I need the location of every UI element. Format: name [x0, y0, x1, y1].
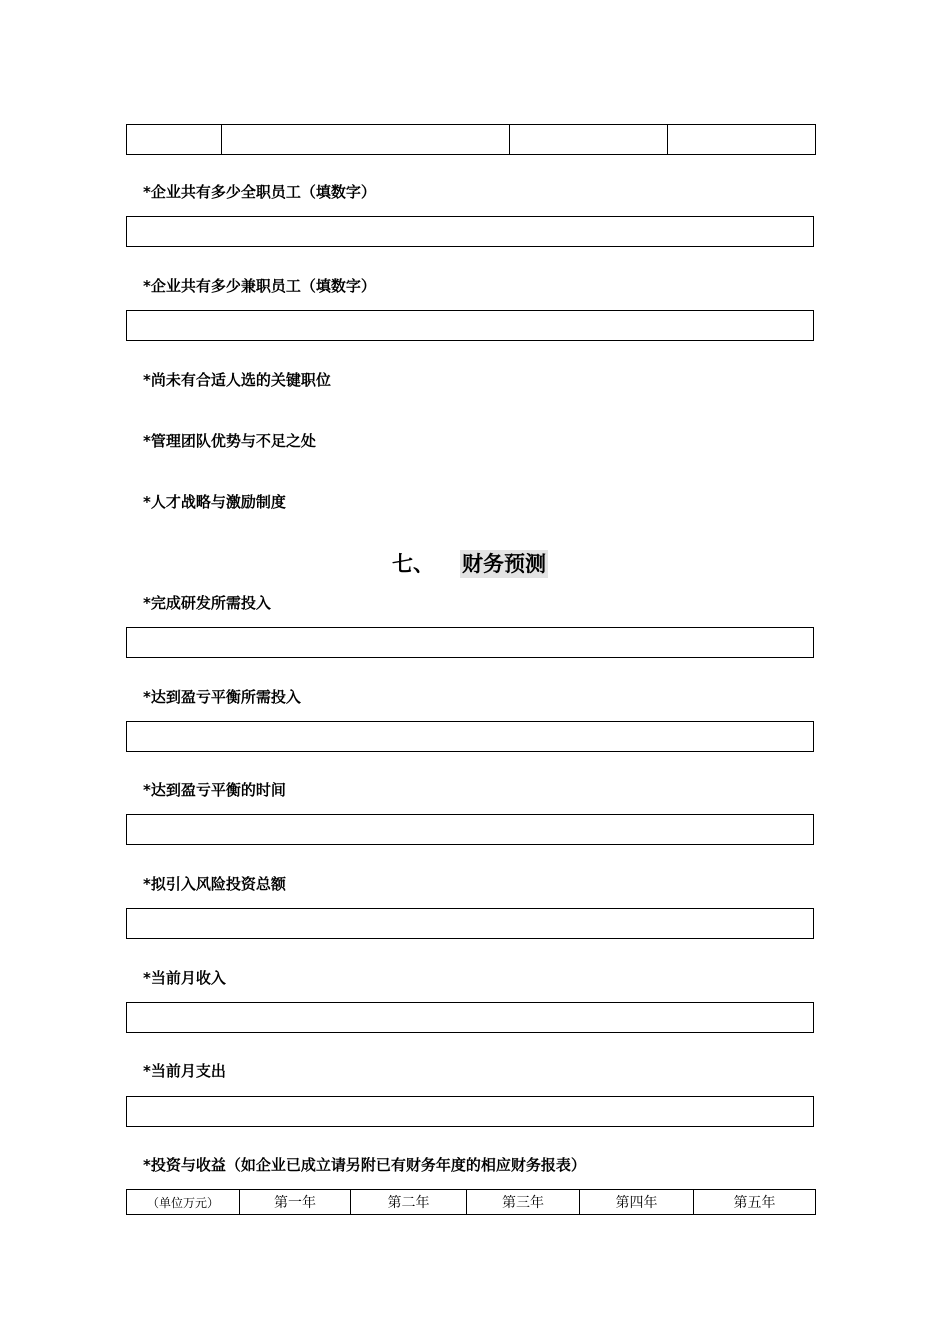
top-table-cell-1[interactable]	[127, 125, 222, 155]
top-table-cell-4[interactable]	[668, 125, 816, 155]
breakeven-investment-label: *达到盈亏平衡所需投入	[143, 688, 301, 706]
monthly-income-field[interactable]	[126, 1002, 814, 1033]
section-heading	[0, 548, 950, 580]
breakeven-investment-field[interactable]	[126, 721, 814, 752]
top-table	[126, 124, 816, 155]
year-2-header: 第二年	[351, 1190, 467, 1215]
fulltime-staff-label: *企业共有多少全职员工（填数字）	[143, 183, 376, 201]
key-positions-label: *尚未有合适人选的关键职位	[143, 371, 331, 389]
monthly-income-label: *当前月收入	[143, 969, 226, 987]
monthly-expense-field[interactable]	[126, 1096, 814, 1127]
top-table-cell-2[interactable]	[222, 125, 510, 155]
year-4-header: 第四年	[580, 1190, 694, 1215]
top-table-cell-3[interactable]	[510, 125, 668, 155]
section-title: 财务预测	[462, 552, 546, 576]
breakeven-time-field[interactable]	[126, 814, 814, 845]
talent-strategy-label: *人才战略与激励制度	[143, 493, 286, 511]
team-strengths-label: *管理团队优势与不足之处	[143, 432, 316, 450]
monthly-expense-label: *当前月支出	[143, 1062, 226, 1080]
vc-amount-label: *拟引入风险投资总额	[143, 875, 286, 893]
parttime-staff-field[interactable]	[126, 310, 814, 341]
breakeven-time-label: *达到盈亏平衡的时间	[143, 781, 286, 799]
vc-amount-field[interactable]	[126, 908, 814, 939]
parttime-staff-label: *企业共有多少兼职员工（填数字）	[143, 277, 376, 295]
investment-table	[126, 1189, 816, 1215]
fulltime-staff-field[interactable]	[126, 216, 814, 247]
year-1-header: 第一年	[240, 1190, 351, 1215]
unit-header: （单位万元）	[127, 1190, 240, 1215]
year-5-header: 第五年	[694, 1190, 816, 1215]
section-number: 七、	[392, 552, 434, 576]
rd-investment-label: *完成研发所需投入	[143, 594, 271, 612]
year-3-header: 第三年	[467, 1190, 580, 1215]
investment-return-label: *投资与收益（如企业已成立请另附已有财务年度的相应财务报表）	[143, 1156, 586, 1174]
rd-investment-field[interactable]	[126, 627, 814, 658]
